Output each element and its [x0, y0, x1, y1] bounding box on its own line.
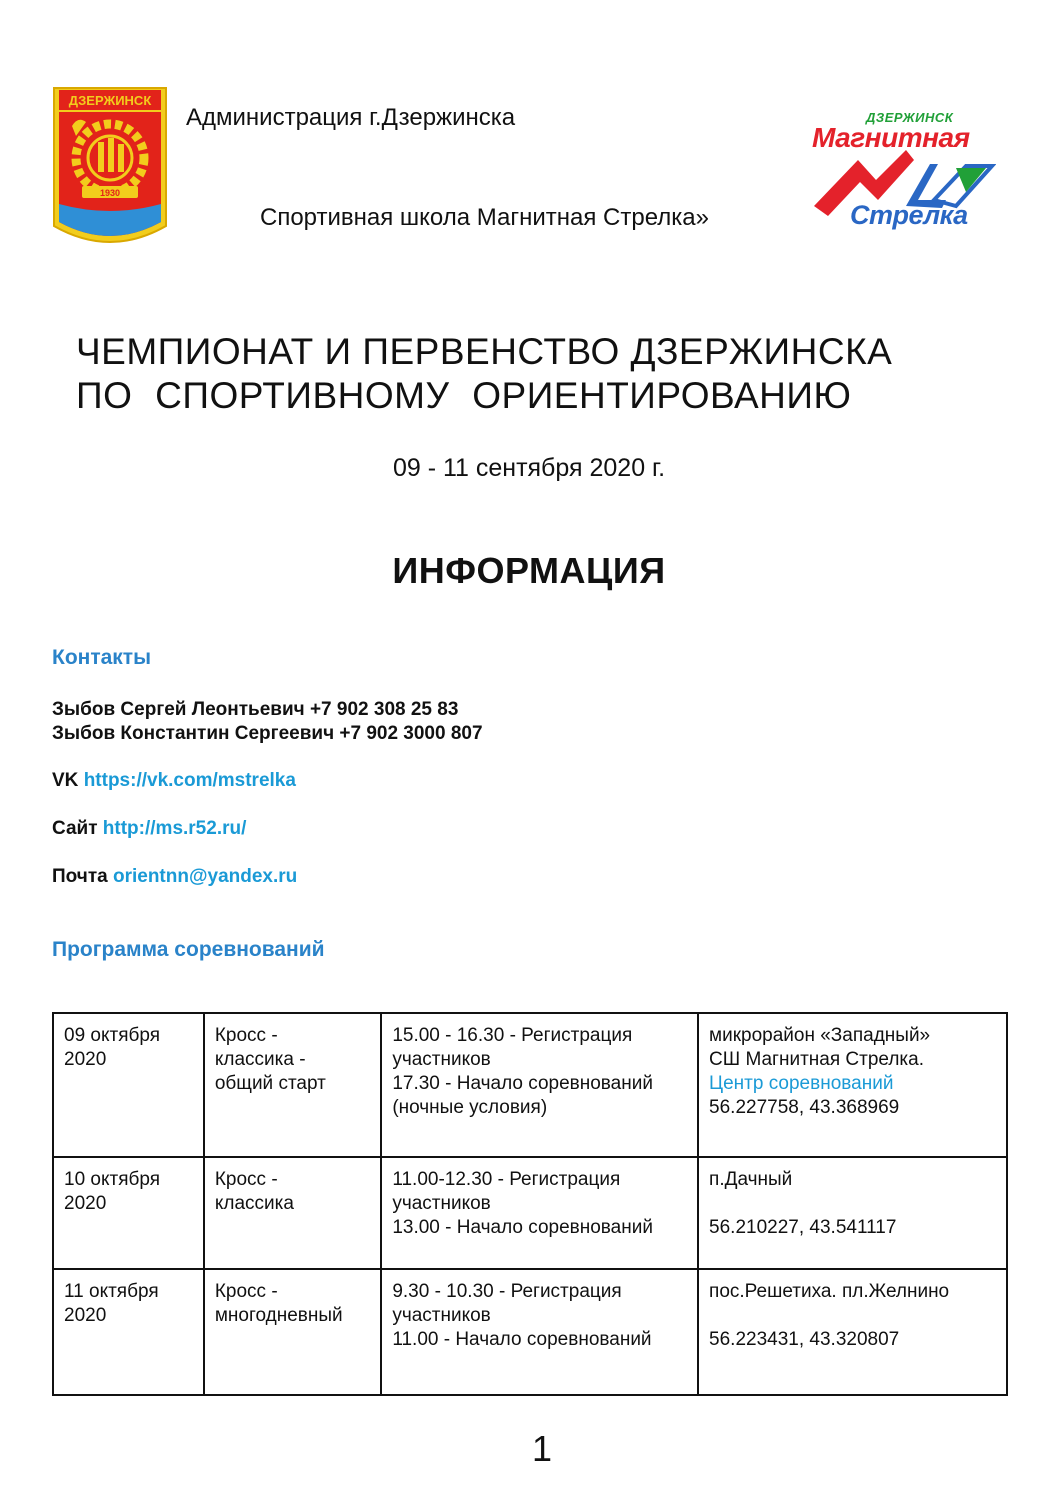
schedule-text: 13.00 - Начало соревнований	[392, 1217, 653, 1238]
year-text: 2020	[64, 1049, 107, 1070]
program-heading: Программа соревнований	[52, 938, 325, 961]
type-cell	[204, 1269, 381, 1395]
contact-person-1: Зыбов Сергей Леонтьевич +7 902 308 25 83	[52, 699, 459, 720]
schedule-text: участников	[392, 1305, 491, 1326]
spacer	[709, 1304, 996, 1328]
date-text: 11 октября	[64, 1281, 159, 1302]
vk-label: VK	[52, 770, 79, 791]
place-cell	[698, 1157, 1007, 1269]
type-cell	[204, 1013, 381, 1157]
schedule-text: 17.30 - Начало соревнований	[392, 1073, 653, 1094]
date-text: 09 октября	[64, 1025, 161, 1046]
year-text: 2020	[64, 1193, 107, 1214]
mail-label: Почта	[52, 866, 108, 887]
contact-person-2: Зыбов Константин Сергеевич +7 902 3000 807	[52, 723, 483, 744]
coat-year: 1930	[99, 188, 121, 198]
table-row	[53, 1013, 1007, 1157]
type-text: многодневный	[214, 1305, 343, 1326]
place-text: пос.Решетиха. пл.Желнино	[709, 1281, 950, 1302]
coat-of-arms-logo	[52, 86, 168, 250]
schedule-cell	[381, 1269, 698, 1395]
place-cell	[698, 1013, 1007, 1157]
coat-label: ДЗЕРЖИНСК	[68, 93, 152, 108]
place-cell	[698, 1269, 1007, 1395]
site-label: Сайт	[52, 818, 98, 839]
schedule-cell	[381, 1157, 698, 1269]
place-text: микрорайон «Западный»	[709, 1025, 931, 1046]
type-text: Кросс -	[214, 1025, 278, 1046]
schedule-text: участников	[392, 1193, 491, 1214]
logo-city-text: ДЗЕРЖИНСК	[866, 110, 954, 125]
date-text: 10 октября	[64, 1169, 161, 1190]
coordinates-text: 56.223431, 43.320807	[709, 1329, 900, 1350]
date-cell	[53, 1013, 204, 1157]
place-text: п.Дачный	[709, 1169, 793, 1190]
magnitnaya-strelka-logo	[806, 108, 996, 238]
spacer	[709, 1192, 996, 1216]
page-number: 1	[531, 1428, 553, 1469]
type-text: Кросс -	[214, 1169, 278, 1190]
title-line-1: ЧЕМПИОНАТ И ПЕРВЕНСТВО ДЗЕРЖИНСКА	[76, 331, 893, 372]
place-text: СШ Магнитная Стрелка.	[709, 1049, 925, 1070]
logo-strelka-text: Стрелка	[850, 200, 968, 230]
coat-of-arms-icon	[52, 86, 168, 250]
logo-magnitnaya-text: Магнитная	[812, 122, 970, 153]
type-text: общий старт	[214, 1073, 326, 1094]
vk-row	[52, 770, 296, 792]
administration-name: Администрация г.Дзержинска	[186, 104, 516, 131]
contacts-heading: Контакты	[52, 646, 152, 669]
date-cell	[53, 1157, 204, 1269]
year-text: 2020	[64, 1305, 107, 1326]
type-text: классика -	[214, 1049, 306, 1070]
table-row	[53, 1269, 1007, 1395]
type-text: классика	[214, 1193, 294, 1214]
mail-row	[52, 866, 297, 888]
title-line-2: ПО СПОРТИВНОМУ ОРИЕНТИРОВАНИЮ	[76, 375, 852, 416]
coordinates-text: 56.210227, 43.541117	[709, 1217, 897, 1238]
site-row	[52, 818, 246, 840]
table-row	[53, 1157, 1007, 1269]
schedule-text: участников	[392, 1049, 491, 1070]
info-heading: ИНФОРМАЦИЯ	[392, 550, 666, 591]
schedule-text: 11.00 - Начало соревнований	[392, 1329, 652, 1350]
school-name: Спортивная школа Магнитная Стрелка»	[260, 204, 710, 231]
vk-link[interactable]: https://vk.com/mstrelka	[83, 770, 296, 791]
schedule-text: 9.30 - 10.30 - Регистрация	[392, 1281, 622, 1302]
site-link[interactable]: http://ms.r52.ru/	[102, 818, 247, 839]
competition-center-link[interactable]: Центр соревнований	[709, 1073, 894, 1094]
program-table	[52, 1012, 1008, 1396]
schedule-text: 11.00-12.30 - Регистрация	[392, 1169, 621, 1190]
schedule-text: (ночные условия)	[392, 1097, 548, 1118]
coordinates-text: 56.227758, 43.368969	[709, 1097, 900, 1118]
type-cell	[204, 1157, 381, 1269]
date-cell	[53, 1269, 204, 1395]
mail-link[interactable]: orientnn@yandex.ru	[112, 866, 298, 887]
document-title	[76, 330, 892, 418]
event-dates: 09 - 11 сентября 2020 г.	[392, 454, 666, 482]
schedule-cell	[381, 1013, 698, 1157]
schedule-text: 15.00 - 16.30 - Регистрация	[392, 1025, 633, 1046]
type-text: Кросс -	[214, 1281, 278, 1302]
